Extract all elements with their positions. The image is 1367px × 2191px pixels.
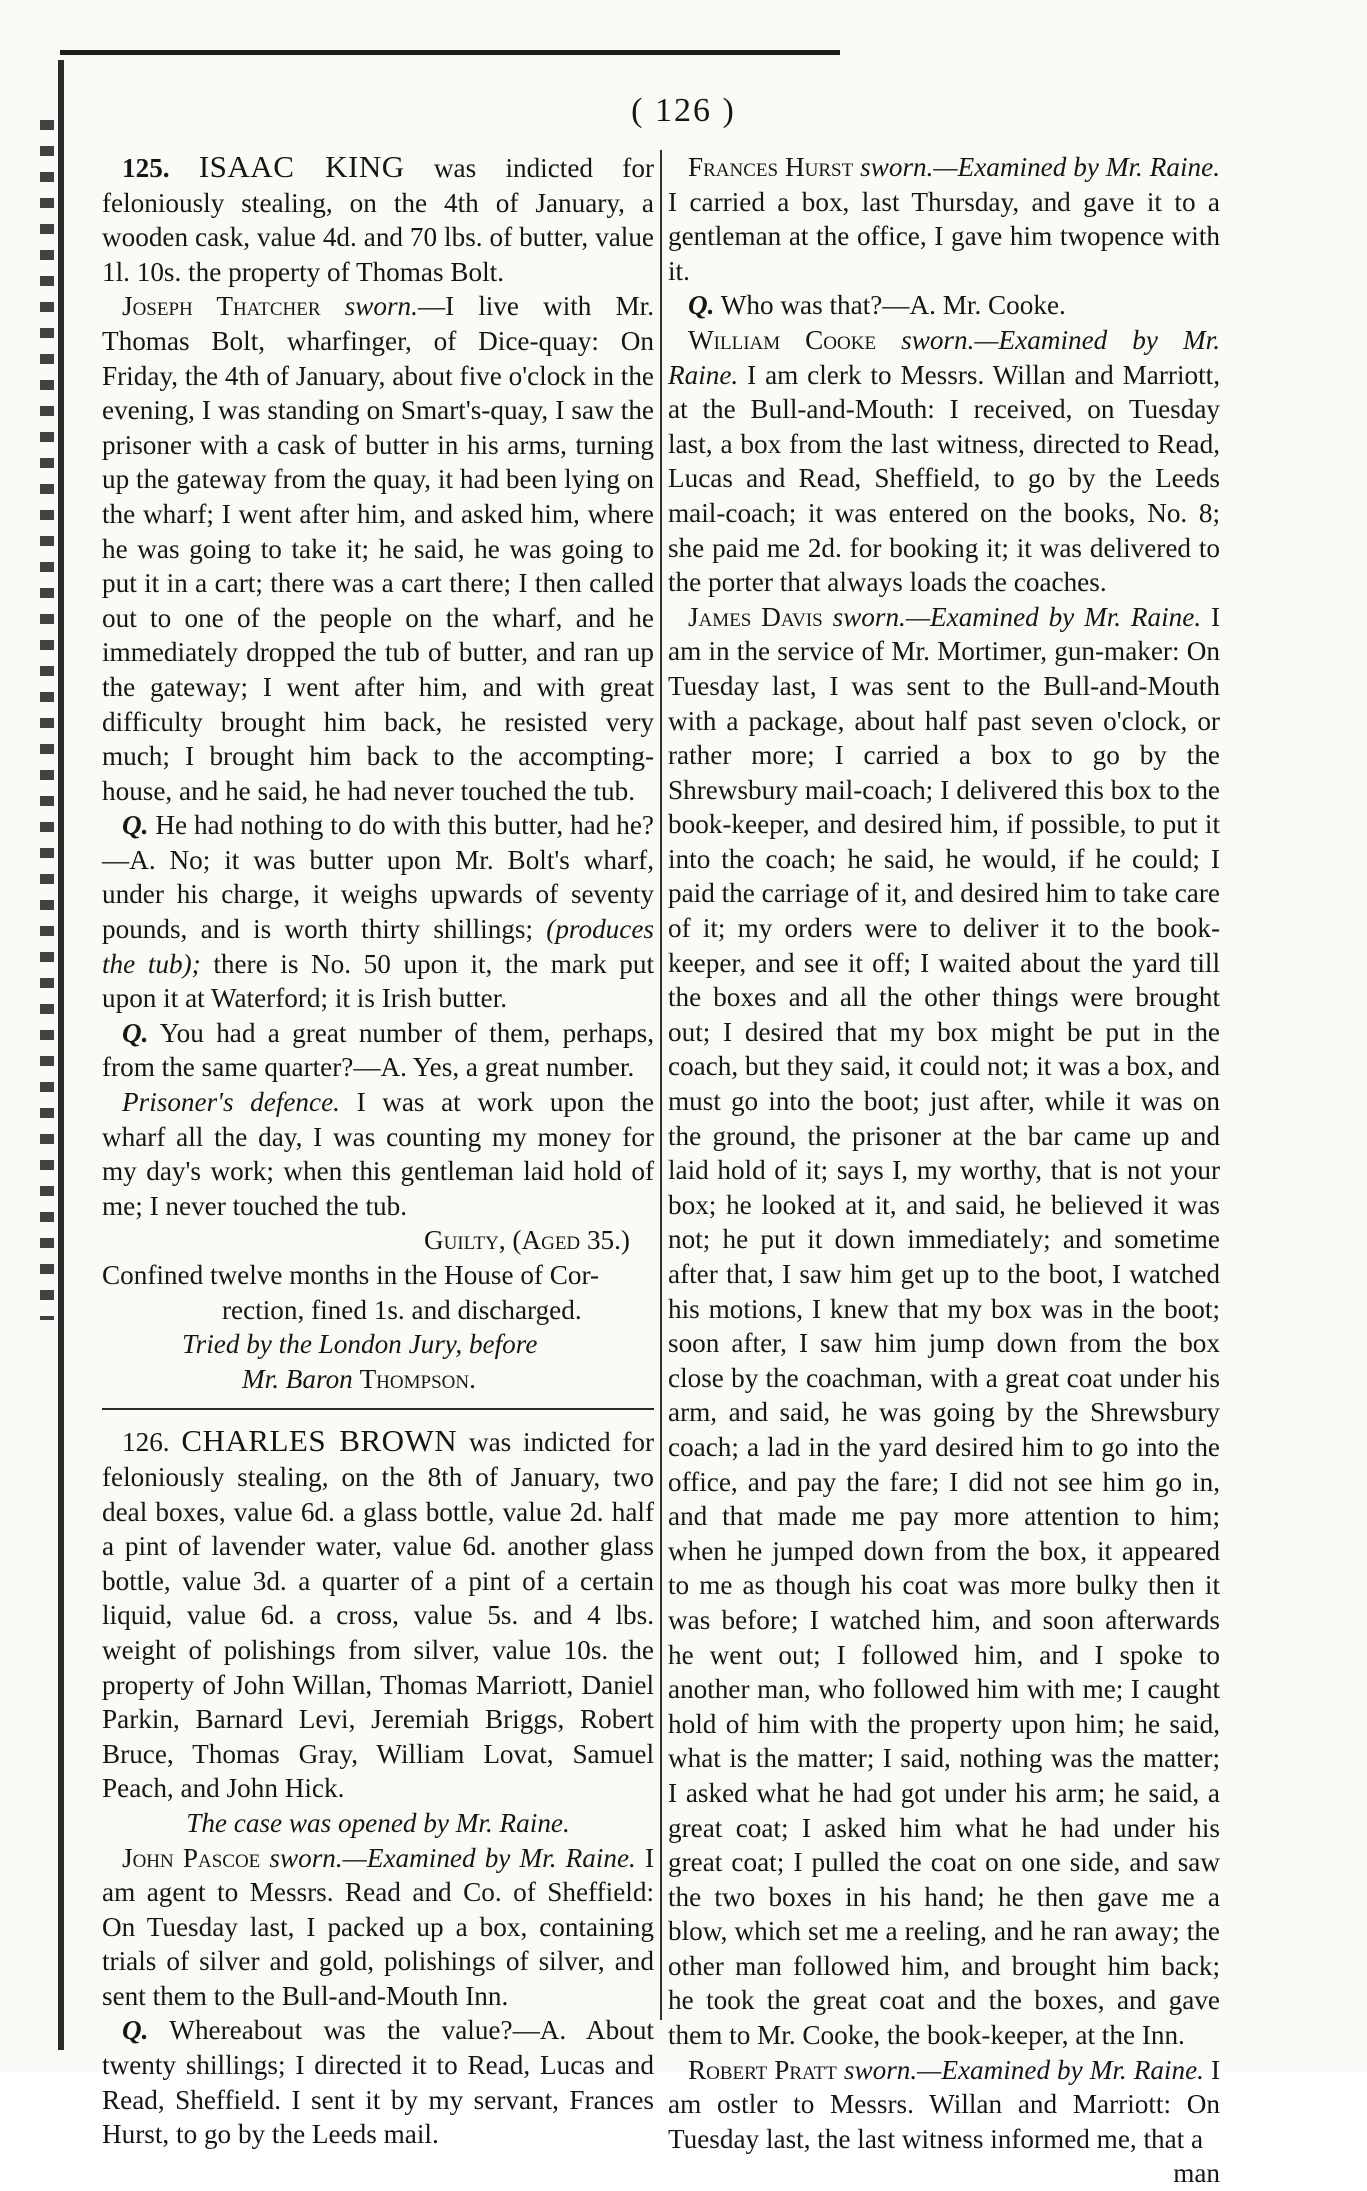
question-answer xyxy=(668,288,1220,323)
testimony-text: I am in the service of Mr. Mortimer, gun-maker: On Tuesday last, I was sent to the Bull-and-Mouth with a package, about half past seven o'clock, or rather more; I carried a box to go by the Shrewsbury mail-coach; I delivered this box to the book-keeper, and desired him, if possible, to put it into the coach; he said, he would, if he could; I paid the carriage of it, and desired him to take care of it; my orders were to deliver it to the book-keeper, and see it off; I waited about the yard till the boxes and all the other things were brought out; I desired that my box might be put in the coach, but they said, it could not; it was a box, and must go into the boot; just after, while it was on the ground, the prisoner at the bar came up and laid hold of it; says I, my worthy, that is not your box; he looked at it, and said, he believed it was not; he put it down immediately; and sometime after that, I saw him get up to the boot, I watched his motions, I knew that my box was in the boot; soon after, I saw him jump down from the box close by the coachman, with a great coat under his arm, and said, he was going by the Shrewsbury coach; a lad in the yard desired him to go into the office, and pay the fare; I did not see him go in, and that made me pay more attention to him; when he jumped down from the box, it appeared to me as though his coat was more bulky then it was before; I watched him, and soon afterwards he went out; I followed him, and I spoke to another man, who followed him with me; I caught hold of him with the property upon him; he said, what is the matter; I said, nothing was the matter; I asked what he had got under his arm; he said, a great coat; I asked him what he had under his great coat; I pulled the coat on one side, and saw the two boxes in his hand; he then gave me a blow, which set me a reeling, and he ran away; the other man followed him, and brought him back; he took the great coat and the boxes, and gave them to Mr. Cooke, the book-keeper, at the Inn. xyxy=(668,601,1221,2051)
witness-name: Robert Pratt xyxy=(688,2054,837,2085)
judge-name: Thompson. xyxy=(359,1363,476,1394)
question-mark: Q. xyxy=(122,1017,149,1048)
witness-name: John Pascoe xyxy=(122,1842,261,1873)
indictment-text: was indicted for feloniously stealing, on the 4th of January, a wooden cask, value 4d. and 70 lbs. of butter, value 1l. 10s. the property of Thomas Bolt. xyxy=(102,153,654,287)
qa-tail: there is No. 50 upon it, the mark put upon it at Waterford; it is Irish butter. xyxy=(102,948,655,1014)
qa-text: Who was that?—A. Mr. Cooke. xyxy=(720,290,1066,321)
testimony-text: —I live with Mr. Thomas Bolt, wharfinger, of Dice-quay: On Friday, the 4th of January, about five o'clock in the evening, I was standing on Smart's-quay, I saw the prisoner with a cask of butter in his arms, turning up the gateway from the quay, it had been lying on the wharf; I went after him, and asked him, where he was going to take it; he said, he was going to put it in a cart; there was a cart there; I then called out to one of the people on the wharf, and he immediately dropped the tub of butter, and ran up the gateway; I went after him, and with great difficulty brought him back, he resisted very much; I brought him back to the accompting-house, and he said, he had never touched the tub. xyxy=(102,291,654,806)
sworn-note: sworn.—Examined by Mr. Raine. xyxy=(269,1842,636,1873)
case-126-heading xyxy=(102,1424,654,1806)
binding-marks xyxy=(40,120,54,1320)
question-answer xyxy=(102,808,654,1016)
sentence-line-2: rection, fined 1s. and discharged. xyxy=(222,1294,582,1325)
stage-note: (produces the tub); xyxy=(102,914,654,979)
sworn-note: sworn.—Examined by Mr. Raine. xyxy=(832,601,1202,632)
case-number: 126. xyxy=(122,1427,170,1458)
witness-testimony xyxy=(102,1841,654,2014)
scan-border-left xyxy=(58,60,64,2050)
question-answer xyxy=(102,2013,654,2151)
defendant-name: CHARLES BROWN xyxy=(181,1423,458,1459)
question-mark: Q. xyxy=(688,290,715,321)
question-mark: Q. xyxy=(122,810,149,841)
case-opened: The case was opened by Mr. Raine. xyxy=(186,1807,570,1838)
sentence-line-1: Confined twelve months in the House of Cor- xyxy=(102,1260,600,1290)
tried-by: Tried by the London Jury, before xyxy=(182,1329,538,1360)
witness-testimony xyxy=(668,323,1220,600)
sworn-note: sworn.—Examined by Mr. Raine. xyxy=(843,2054,1204,2085)
sworn-note: sworn. xyxy=(344,291,418,322)
question-answer xyxy=(102,1016,654,1085)
verdict: Guilty, (Aged 35.) xyxy=(423,1225,630,1256)
testimony-text: I am ostler to Messrs. Willan and Marriott: On Tuesday last, the last witness informed me, that a xyxy=(668,2054,1220,2154)
case-divider xyxy=(102,1408,654,1410)
qa-text: You had a great number of them, perhaps, from the same quarter?—A. Yes, a great number. xyxy=(102,1017,654,1083)
scan-border-top xyxy=(60,50,840,55)
testimony-text: I am agent to Messrs. Read and Co. of Sheffield: On Tuesday last, I packed up a box, containing trials of silver and gold, polishings of silver, and sent them to the Bull-and-Mouth Inn. xyxy=(102,1842,655,2011)
witness-name: Frances Hurst xyxy=(688,152,854,182)
sworn-note: sworn.—Examined by Mr. Raine. xyxy=(860,152,1220,182)
witness-testimony xyxy=(668,150,1220,288)
testimony-text: I carried a box, last Thursday, and gave it to a gentleman at the office, I gave him twopence with it. xyxy=(668,186,1220,286)
witness-name: Joseph Thatcher xyxy=(122,291,321,322)
defence-text: I was at work upon the wharf all the day, I was counting my money for my day's work; when this gentleman laid hold of me; I never touched the tub. xyxy=(102,1087,655,1221)
right-column xyxy=(668,150,1220,2191)
qa-text: He had nothing to do with this butter, had he?—A. No; it was butter upon Mr. Bolt's wharf, under his charge, it weighs upwards of seventy pounds, and is worth thirty shillings; xyxy=(102,810,655,945)
question-mark: Q. xyxy=(122,2015,149,2046)
witness-testimony xyxy=(668,2053,1220,2157)
prisoner-defence xyxy=(102,1085,654,1223)
testimony-text: I am clerk to Messrs. Willan and Marriott, at the Bull-and-Mouth: I received, on Tuesday last, a box from the last witness, directed to Read, Lucas and Read, Sheffield, to go by the Leeds mail-coach; it was entered on the books, No. 8; she paid me 2d. for booking it; it was delivered to the porter that always loads the coaches. xyxy=(668,359,1221,598)
indictment-text: was indicted for feloniously stealing, on the 8th of January, two deal boxes, value 6d. a glass bottle, value 2d. half a pint of lavender water, value 6d. another glass bottle, value 3d. a quarter of a pint of a certain liquid, value 6d. a cross, value 5s. and 4 lbs. weight of polishings from silver, value 10s. the property of John Willan, Thomas Marriott, Daniel Parkin, Barnard Levi, Jeremiah Briggs, Robert Bruce, Thomas Gray, William Lovat, Samuel Peach, and John Hick. xyxy=(102,1427,655,1804)
defence-label: Prisoner's defence. xyxy=(122,1087,340,1118)
witness-name: William Cooke xyxy=(688,324,877,355)
qa-text: Whereabout was the value?—A. About twenty shillings; I directed it to Read, Lucas and Read, Sheffield. I sent it by my servant, Frances Hurst, to go by the Leeds mail. xyxy=(102,2015,654,2150)
case-125-heading xyxy=(102,150,654,289)
left-column xyxy=(102,150,654,2152)
defendant-name: ISAAC KING xyxy=(198,149,405,184)
page-number: ( 126 ) xyxy=(631,92,736,129)
column-divider xyxy=(660,150,662,2020)
judge-prefix: Mr. Baron xyxy=(242,1363,353,1394)
catchword: man xyxy=(1173,2158,1220,2189)
sworn-note: sworn.—Examined by Mr. Raine. xyxy=(668,324,1220,390)
witness-testimony xyxy=(102,289,654,808)
witness-testimony xyxy=(668,600,1220,2053)
case-number: 125. xyxy=(122,153,170,183)
judge xyxy=(102,1362,654,1397)
witness-name: James Davis xyxy=(688,601,823,632)
